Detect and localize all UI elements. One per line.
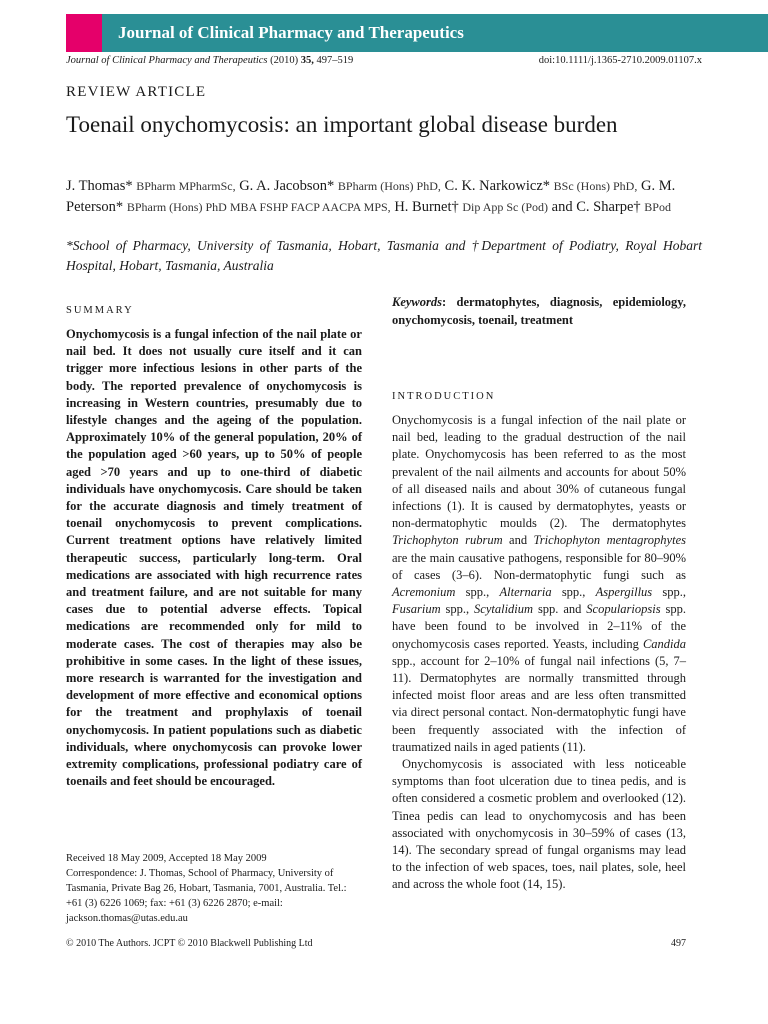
genus-name: Candida: [642, 636, 686, 651]
keywords-label: Keywords: [392, 295, 442, 309]
copyright: © 2010 The Authors. JCPT © 2010 Blackwell Publishing Ltd: [66, 938, 313, 949]
introduction-heading: INTRODUCTION: [392, 391, 496, 402]
genus-name: Scopulariopsis: [586, 602, 661, 617]
page-number: 497: [671, 938, 686, 949]
citation: [66, 55, 353, 66]
right-column: [392, 294, 686, 894]
author-name: J. Thomas*: [66, 178, 133, 194]
author-name: G. M. Peterson*: [66, 178, 676, 215]
author-degrees: BPharm (Hons) PhD,: [337, 179, 441, 193]
author-name: C. K. Narkowicz*: [444, 178, 551, 194]
text-run: spp.,: [551, 585, 596, 600]
citation-volume: 35,: [300, 55, 314, 66]
genus-name: Fusarium: [392, 602, 441, 617]
text-run: spp. have been found to be involved in 2–11% of the onychomycosis cases reported. Yeasts, including: [392, 602, 686, 651]
keywords: [392, 294, 686, 329]
author-name: H. Burnet†: [394, 199, 459, 215]
citation-journal: Journal of Clinical Pharmacy and Therapeutics: [66, 55, 268, 66]
text-run: spp.,: [440, 602, 475, 617]
correspondence: Correspondence: J. Thomas, School of Pharmacy, University of Tasmania, Private Bag 26, Hobart, Tasmania, 7001, Australia. Tel.: +61 (3) 6226 1069; fax: +61 (3) 6226 2870; e-mail: jackson.thomas@utas.edu.au: [66, 868, 347, 924]
author-name: G. A. Jacobson*: [239, 178, 335, 194]
article-type: REVIEW ARTICLE: [66, 84, 207, 100]
author-degrees: BSc (Hons) PhD,: [553, 179, 638, 193]
citation-pages: 497–519: [316, 55, 354, 66]
received-info: [66, 851, 362, 926]
author-degrees: BPharm MPharmSc,: [136, 179, 236, 193]
species-name: Trichophyton mentagrophytes: [533, 533, 686, 548]
journal-name: Journal of Clinical Pharmacy and Therapeutics: [118, 23, 464, 42]
genus-name: Aspergillus: [595, 585, 653, 600]
summary-text: Onychomycosis is a fungal infection of the nail plate or nail bed. It does not usually cure itself and it can trigger more infectious lesions in other parts of the body. The reported prevalence of onychomycosis is increasing in Western countries, presumably due to lifestyle changes and the ageing of the population. Approximately 10% of the general population, 20% of the population aged >60 years, up to 50% of people aged >70 years and up to one-third of diabetic individuals have onychomycosis. Care should be taken for the accurate diagnosis and timely treatment of toenail onychomycosis to prevent complications. Current treatment options have relatively limited therapeutic success, particularly long-term. Oral medications are associated with high recurrence rates and treatment failure, and are not suitable for many cases due to potential adverse effects. Topical medications are recommended only for mild to moderate cases. The cost of therapies may also be prohibitive in some cases. In the light of these issues, more research is warranted for the investigation and development of more effective and economical options for the treatment and prophylaxis of toenail onychomycosis. In patient populations such as diabetic individuals, where onychomycosis can provoke lower extremity complications, professional podiatry care of toenails and feet should be encouraged.: [66, 327, 362, 789]
text-run: are the main causative pathogens, responsible for 80–90% of cases (3–6). Non-dermatophytic fungi such as: [392, 550, 686, 582]
text-run: spp.,: [455, 585, 500, 600]
summary-heading: SUMMARY: [66, 305, 134, 316]
left-column: [66, 305, 362, 790]
received-dates: Received 18 May 2009, Accepted 18 May 2009: [66, 853, 267, 864]
citation-year: (2010): [270, 55, 299, 66]
species-name: Trichophyton rubrum: [392, 533, 503, 548]
text-run: Onychomycosis is a fungal infection of the nail plate or nail bed, leading to the gradual destruction of the nail plate. Onychomycosis has been referred to as the most prevalent of the nail ailments and accounts for about 50% of all diseased nails and about 30% of cutaneous fungal infections (1). It is caused by dermatophytes, yeasts or non-dermatophytic moulds (2). The dermatophytes: [392, 413, 686, 531]
author-degrees: BPod: [644, 200, 671, 214]
author-degrees: BPharm (Hons) PhD MBA FSHP FACP AACPA MPS,: [126, 200, 391, 214]
introduction-paragraph-1: [392, 412, 686, 756]
author-list: [66, 176, 702, 218]
text-run: and: [502, 533, 534, 548]
article-title: Toenail onychomycosis: an important global disease burden: [66, 112, 618, 137]
genus-name: Scytalidium: [474, 602, 534, 617]
text-run: spp., account for 2–10% of fungal nail infections (5, 7–11). Dermatophytes are normally transmitted through infected moist floor areas and are less often transmitted via direct personal contact. Non-dermatophytic fungi have been frequently associated with the infection of traumatized nails in aged patients (11).: [392, 653, 686, 754]
text-run: spp.,: [652, 585, 686, 600]
banner-accent-block: [66, 14, 102, 52]
text-run: spp. and: [533, 602, 587, 617]
genus-name: Alternaria: [499, 585, 552, 600]
author-degrees: Dip App Sc (Pod): [462, 200, 549, 214]
keywords-text: : dermatophytes, diagnosis, epidemiology, onychomycosis, toenail, treatment: [392, 295, 686, 327]
doi[interactable]: doi:10.1111/j.1365-2710.2009.01107.x: [538, 55, 702, 66]
author-name: and C. Sharpe†: [551, 199, 641, 215]
genus-name: Acremonium: [392, 585, 456, 600]
introduction-paragraph-2: Onychomycosis is associated with less noticeable symptoms than foot ulceration due to tinea pedis, and is often considered a cosmetic problem and overlooked (12). Tinea pedis can lead to onychomycosis and has been associated with onychomycosis in 30–59% of cases (13, 14). The secondary spread of fungal organisms may lead to the infection of web spaces, toes, nail plates, sole, heel and across the whole foot (14, 15).: [392, 757, 686, 892]
affiliation: *School of Pharmacy, University of Tasmania, Hobart, Tasmania and †Department of Podiatry, Royal Hobart Hospital, Hobart, Tasmania, Australia: [66, 238, 702, 273]
